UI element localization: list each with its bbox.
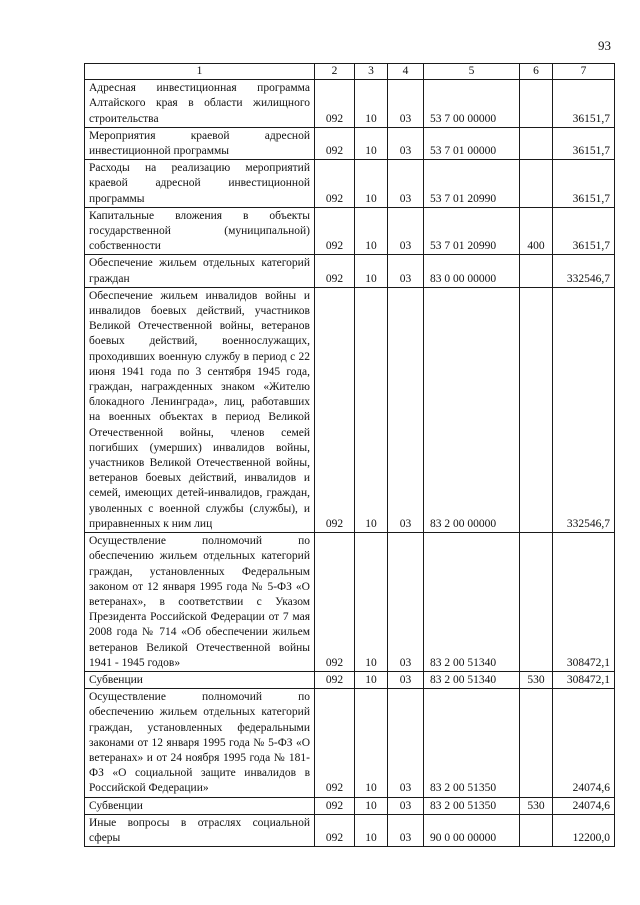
row-code-cell: 092: [315, 80, 355, 128]
row-subsection-cell: 03: [388, 533, 424, 672]
row-amount-cell: 308472,1: [553, 671, 615, 688]
row-section-cell: 10: [355, 689, 388, 797]
column-header: 7: [553, 64, 615, 80]
row-name-cell: Осуществление полномочий по обеспечению жильем отдельных категорий граждан, установленных федеральными законами от 12 января 1995 года № 5-ФЗ «О ветеранах» и от 24 ноября 1995 года № 181-ФЗ «О социальной защите инвалидов в Российской Федерации»: [85, 689, 315, 797]
table-row: [85, 797, 615, 814]
row-section-cell: 10: [355, 671, 388, 688]
row-code-cell: 092: [315, 814, 355, 846]
row-name-cell: Капитальные вложения в объекты государственной (муниципальной) собственности: [85, 207, 315, 255]
table-row: [85, 671, 615, 688]
table-row: [85, 689, 615, 797]
table-row: [85, 255, 615, 287]
row-target-cell: 53 7 00 00000: [424, 80, 520, 128]
row-code-cell: 092: [315, 533, 355, 672]
row-section-cell: 10: [355, 533, 388, 672]
row-target-cell: 90 0 00 00000: [424, 814, 520, 846]
table-row: [85, 127, 615, 159]
row-code-cell: 092: [315, 255, 355, 287]
row-expense-type-cell: [520, 814, 553, 846]
budget-table: [84, 63, 615, 847]
row-target-cell: 83 0 00 00000: [424, 255, 520, 287]
row-name-cell: Обеспечение жильем отдельных категорий граждан: [85, 255, 315, 287]
row-amount-cell: 24074,6: [553, 689, 615, 797]
row-code-cell: 092: [315, 797, 355, 814]
row-expense-type-cell: [520, 689, 553, 797]
row-section-cell: 10: [355, 287, 388, 532]
row-expense-type-cell: [520, 533, 553, 672]
row-subsection-cell: 03: [388, 80, 424, 128]
row-subsection-cell: 03: [388, 797, 424, 814]
row-expense-type-cell: 400: [520, 207, 553, 255]
row-name-cell: Осуществление полномочий по обеспечению жильем отдельных категорий граждан, установленных Федеральным законом от 12 января 1995 года № 5-ФЗ «О ветеранах», в соответствии с Указом Президента Российской Федерации от 7 мая 2008 года № 714 «Об обеспечении жильем ветеранов Великой Отечественной войны 1941 - 1945 годов»: [85, 533, 315, 672]
row-subsection-cell: 03: [388, 255, 424, 287]
row-expense-type-cell: 530: [520, 671, 553, 688]
table-row: [85, 207, 615, 255]
row-name-cell: Субвенции: [85, 671, 315, 688]
column-header: 5: [424, 64, 520, 80]
row-amount-cell: 24074,6: [553, 797, 615, 814]
row-amount-cell: 36151,7: [553, 160, 615, 208]
row-subsection-cell: 03: [388, 127, 424, 159]
row-code-cell: 092: [315, 671, 355, 688]
row-amount-cell: 332546,7: [553, 255, 615, 287]
row-amount-cell: 12200,0: [553, 814, 615, 846]
row-amount-cell: 36151,7: [553, 207, 615, 255]
row-code-cell: 092: [315, 207, 355, 255]
table-row: [85, 80, 615, 128]
column-header: 4: [388, 64, 424, 80]
row-subsection-cell: 03: [388, 671, 424, 688]
row-subsection-cell: 03: [388, 207, 424, 255]
row-name-cell: Субвенции: [85, 797, 315, 814]
row-target-cell: 53 7 01 00000: [424, 127, 520, 159]
row-amount-cell: 332546,7: [553, 287, 615, 532]
row-target-cell: 53 7 01 20990: [424, 207, 520, 255]
row-expense-type-cell: [520, 287, 553, 532]
row-target-cell: 83 2 00 51340: [424, 671, 520, 688]
row-target-cell: 83 2 00 51350: [424, 689, 520, 797]
row-expense-type-cell: [520, 127, 553, 159]
table-row: [85, 533, 615, 672]
column-header: 2: [315, 64, 355, 80]
column-header: 3: [355, 64, 388, 80]
row-name-cell: Расходы на реализацию мероприятий краевой адресной инвестиционной программы: [85, 160, 315, 208]
column-header: 1: [85, 64, 315, 80]
row-target-cell: 83 2 00 00000: [424, 287, 520, 532]
page-number: 93: [598, 38, 611, 53]
table-row: [85, 287, 615, 532]
row-target-cell: 83 2 00 51350: [424, 797, 520, 814]
row-name-cell: Мероприятия краевой адресной инвестиционной программы: [85, 127, 315, 159]
row-expense-type-cell: [520, 255, 553, 287]
row-target-cell: 83 2 00 51340: [424, 533, 520, 672]
row-code-cell: 092: [315, 127, 355, 159]
table-row: [85, 814, 615, 846]
row-target-cell: 53 7 01 20990: [424, 160, 520, 208]
row-section-cell: 10: [355, 797, 388, 814]
row-amount-cell: 36151,7: [553, 127, 615, 159]
row-section-cell: 10: [355, 127, 388, 159]
row-section-cell: 10: [355, 207, 388, 255]
table-row: [85, 160, 615, 208]
row-subsection-cell: 03: [388, 160, 424, 208]
row-code-cell: 092: [315, 160, 355, 208]
row-amount-cell: 36151,7: [553, 80, 615, 128]
row-expense-type-cell: 530: [520, 797, 553, 814]
table-header-row: [85, 64, 615, 80]
row-name-cell: Адресная инвестиционная программа Алтайского края в области жилищного строительства: [85, 80, 315, 128]
row-subsection-cell: 03: [388, 814, 424, 846]
row-section-cell: 10: [355, 814, 388, 846]
row-code-cell: 092: [315, 287, 355, 532]
row-section-cell: 10: [355, 80, 388, 128]
row-expense-type-cell: [520, 80, 553, 128]
row-name-cell: Обеспечение жильем инвалидов войны и инвалидов боевых действий, участников Великой Отечественной войны, ветеранов боевых действий, военнослужащих, проходивших военную службу в период с 22 июня 1941 года по 3 сентября 1945 года, граждан, награжденных знаком «Жителю блокадного Ленинграда», лиц, работавших на военных объектах в период Великой Отечественной войны, членов семей погибших (умерших) инвалидов войны, участников Великой Отечественной войны, ветеранов боевых действий, инвалидов и семей, имеющих детей-инвалидов, граждан, уволенных с военной службы (службы), и приравненных к ним лиц: [85, 287, 315, 532]
row-subsection-cell: 03: [388, 689, 424, 797]
row-code-cell: 092: [315, 689, 355, 797]
row-amount-cell: 308472,1: [553, 533, 615, 672]
column-header: 6: [520, 64, 553, 80]
row-name-cell: Иные вопросы в отраслях социальной сферы: [85, 814, 315, 846]
row-section-cell: 10: [355, 160, 388, 208]
row-subsection-cell: 03: [388, 287, 424, 532]
row-section-cell: 10: [355, 255, 388, 287]
row-expense-type-cell: [520, 160, 553, 208]
